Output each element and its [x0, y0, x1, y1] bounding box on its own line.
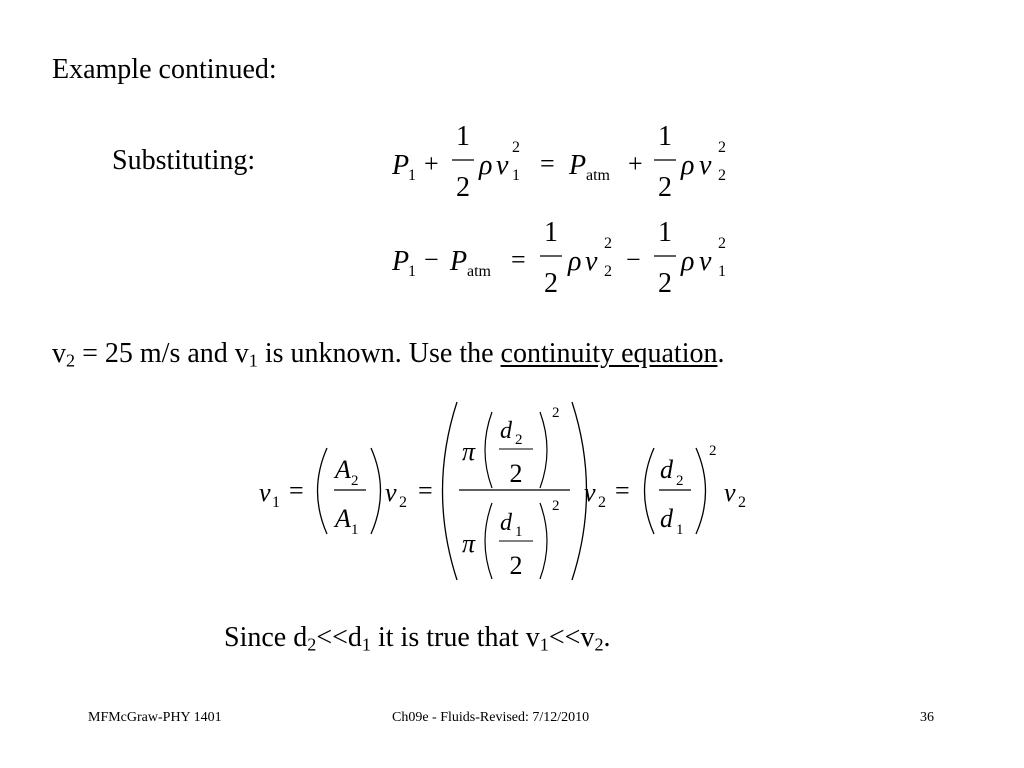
subscript: 1 [539, 634, 549, 655]
eq2-v1-sup: 2 [718, 235, 726, 252]
eq1-frac2-den: 2 [658, 172, 672, 203]
eq3-paren-close [371, 448, 381, 534]
eq2-v2: v [585, 246, 598, 277]
eq3-d2b-sub: 2 [676, 473, 684, 489]
eq3-v2c-sub: 2 [738, 494, 746, 511]
eq3-paren2-close [696, 448, 706, 534]
eq3-A2: A [335, 455, 351, 484]
eq3-paren-num-open [485, 412, 492, 488]
footer-course-info: Ch09e - Fluids-Revised: 7/12/2010 [392, 710, 590, 725]
eq3-v2b: v [584, 478, 596, 507]
eq2-frac1-num: 1 [544, 217, 558, 248]
eq2-rho2: ρ [681, 246, 695, 277]
v-symbol: v [52, 338, 66, 369]
eq3-d2-sub: 2 [515, 432, 523, 448]
eq2-P: P [450, 246, 468, 277]
conclusion-text: Since d [224, 622, 308, 653]
eq1-v2-sup: 2 [718, 139, 726, 156]
eq1-v2: v [699, 150, 712, 181]
eq3-d2-den: 2 [509, 459, 523, 488]
eq1-P: P [569, 150, 587, 181]
eq1-plus2: + [628, 149, 643, 178]
eq3-d1b: d [660, 504, 673, 533]
eq3-v2c: v [724, 478, 736, 507]
eq1-v1: v [496, 150, 509, 181]
footer-page-number: 36 [920, 710, 934, 725]
eq3-ratio-exp: 2 [709, 443, 717, 459]
eq2-frac2-den: 2 [658, 268, 672, 299]
eq3-A2-sub: 2 [351, 473, 359, 489]
eq3-pi-num: π [462, 437, 476, 466]
eq1-rho1: ρ [479, 150, 493, 181]
eq3-d1-sub: 1 [515, 524, 523, 540]
eq1-v1-sup: 2 [512, 139, 520, 156]
eq3-equals2: = [418, 476, 433, 505]
substituting-label: Substituting: [112, 145, 256, 176]
eq3-d2b: d [660, 455, 673, 484]
eq3-v1-sub: 1 [272, 494, 280, 511]
eq2-P1: P [392, 246, 410, 277]
continuity-equation-derivation [259, 402, 746, 580]
statement-text: = 25 m/s and v [75, 338, 249, 369]
subscript: 2 [66, 350, 76, 371]
eq3-v2a-sub: 2 [399, 494, 407, 511]
eq3-v2b-sub: 2 [598, 494, 606, 511]
eq2-frac2-num: 1 [658, 217, 672, 248]
eq3-num-exp: 2 [552, 405, 560, 421]
eq3-paren-num-close [540, 412, 547, 488]
eq2-v1-sub: 1 [718, 263, 726, 280]
conclusion-text: <<v [548, 622, 595, 653]
statement-text: is unknown. Use the [257, 338, 501, 369]
eq3-d1b-sub: 1 [676, 522, 684, 538]
eq3-A1: A [335, 504, 351, 533]
eq2-equals: = [511, 245, 526, 274]
eq2-v2-sub: 2 [604, 263, 612, 280]
eq3-pi-den: π [462, 529, 476, 558]
eq2-v1: v [699, 246, 712, 277]
eq3-d1: d [500, 510, 512, 536]
pressure-difference-equation [391, 217, 726, 299]
eq1-atm: atm [586, 167, 610, 184]
eq3-A1-sub: 1 [351, 522, 359, 538]
eq1-frac1-den: 2 [456, 172, 470, 203]
eq3-equals1: = [289, 476, 304, 505]
eq3-equals3: = [615, 476, 630, 505]
continuity-equation-link[interactable]: continuity equation [500, 338, 718, 369]
eq1-rho2: ρ [681, 150, 695, 181]
eq1-equals: = [540, 149, 555, 178]
eq3-paren-den-open [485, 503, 492, 579]
eq3-paren-den-close [540, 503, 547, 579]
eq2-minus2: − [626, 245, 641, 274]
conclusion-text: it is true that v [371, 622, 540, 653]
eq2-v2-sup: 2 [604, 235, 612, 252]
subscript: 2 [307, 634, 317, 655]
eq3-den-exp: 2 [552, 498, 560, 514]
eq2-P1-sub: 1 [408, 263, 416, 280]
statement-text: . [717, 338, 725, 369]
subscript: 2 [594, 634, 604, 655]
eq1-P1-sub: 1 [408, 167, 416, 184]
eq1-v2-sub: 2 [718, 167, 726, 184]
subscript: 1 [361, 634, 371, 655]
conclusion-text: . [603, 622, 611, 653]
subscript: 1 [248, 350, 258, 371]
eq3-d1-den: 2 [509, 551, 523, 580]
eq1-frac2-num: 1 [658, 121, 672, 152]
bernoulli-equation [391, 121, 726, 203]
eq3-paren2-open [645, 448, 655, 534]
eq3-d2: d [500, 418, 512, 444]
eq2-frac1-den: 2 [544, 268, 558, 299]
conclusion-text: <<d [316, 622, 362, 653]
eq1-plus: + [424, 149, 439, 178]
eq1-P1: P [392, 150, 410, 181]
footer-author: MFMcGraw-PHY 1401 [88, 710, 222, 725]
eq2-minus: − [424, 245, 439, 274]
eq3-v2a: v [385, 478, 397, 507]
eq3-v1: v [259, 478, 271, 507]
eq3-paren-open [318, 448, 328, 534]
eq3-bigparen-open [443, 402, 458, 580]
eq2-rho1: ρ [568, 246, 582, 277]
slide-title: Example continued: [52, 54, 277, 85]
eq2-atm: atm [467, 263, 491, 280]
eq1-v1-sub: 1 [512, 167, 520, 184]
eq1-frac1-num: 1 [456, 121, 470, 152]
